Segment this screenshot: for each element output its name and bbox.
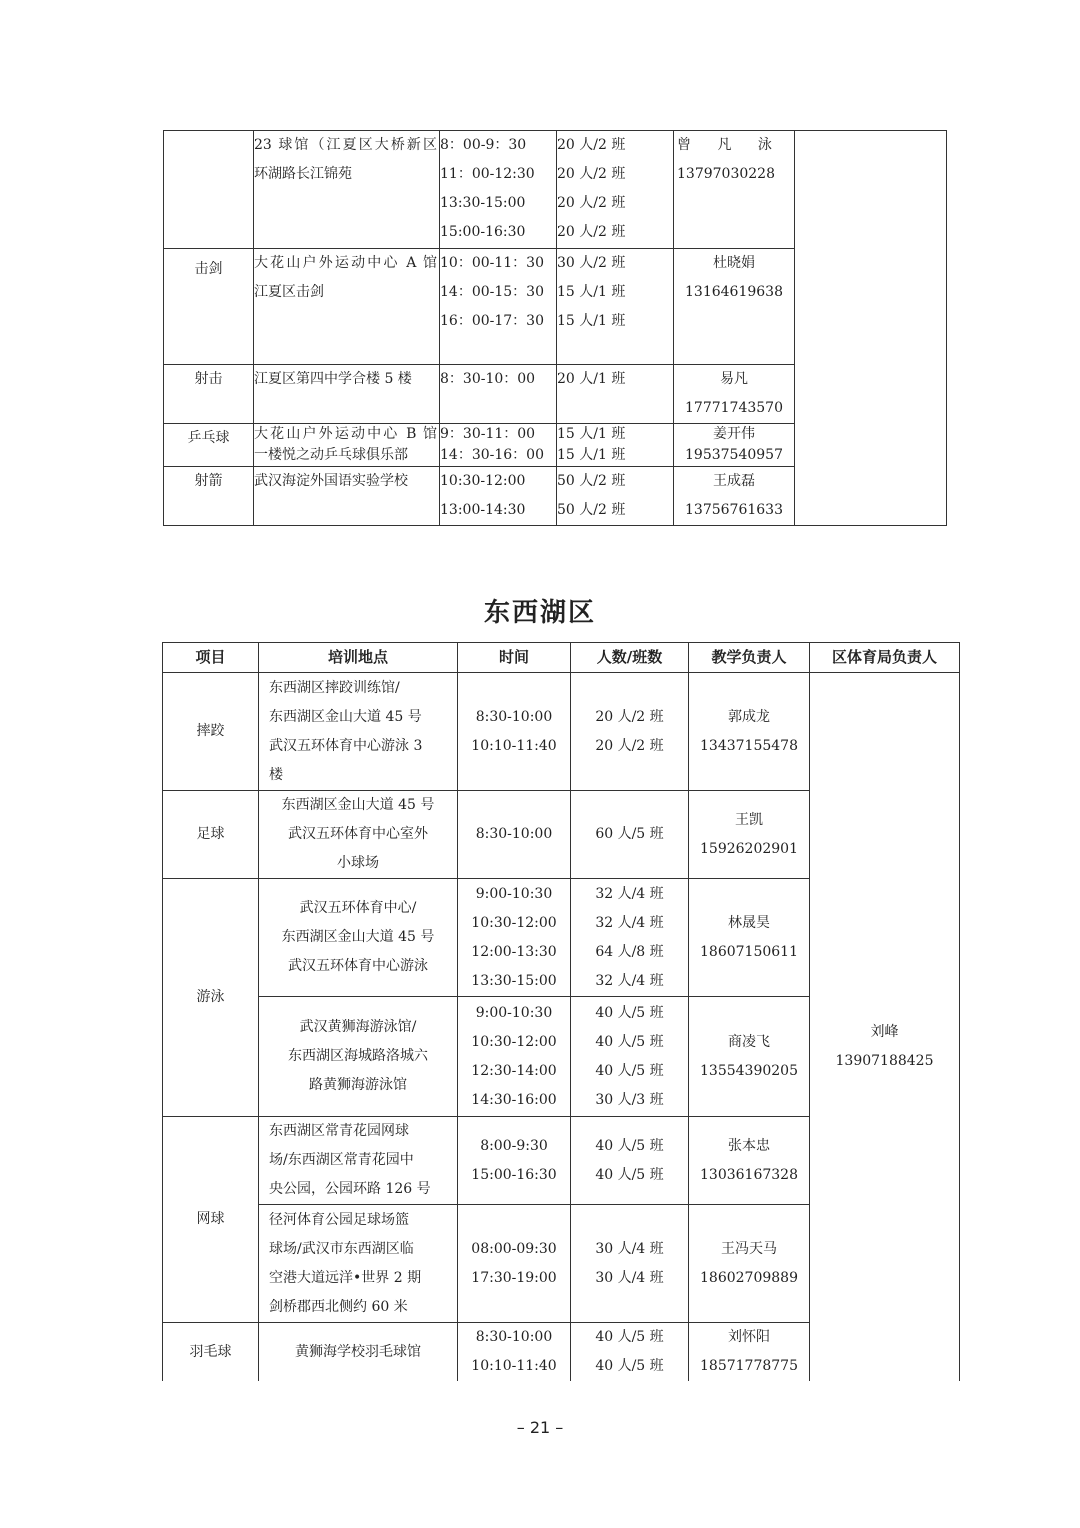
- location-line: 一楼悦之动乒乓球俱乐部: [254, 447, 408, 463]
- count-value: 20 人/2 班: [557, 166, 626, 182]
- location-line: 黄狮海学校羽毛球馆: [295, 1343, 421, 1360]
- time-slot: 10:10-11:40: [471, 737, 557, 754]
- time-slot: 8：30-10：00: [440, 371, 536, 387]
- time-cell: [458, 1205, 571, 1323]
- table-header-row: [163, 643, 960, 673]
- contact-phone: 13554390205: [700, 1062, 798, 1079]
- time-cell: [458, 1117, 571, 1205]
- table-row: [164, 131, 947, 249]
- time-slot: 8:30-10:00: [475, 1329, 553, 1345]
- count-cell: [571, 791, 689, 879]
- contact-cell: [689, 1117, 810, 1205]
- location-line: 武汉海淀外国语实验学校: [254, 473, 408, 489]
- count-cell: [557, 249, 674, 365]
- top-schedule-table: [163, 130, 947, 526]
- location-line: 江夏区第四中学合楼 5 楼: [254, 371, 412, 387]
- project-cell: 射击: [164, 365, 254, 424]
- count-value: 32 人/4 班: [595, 885, 664, 902]
- count-value: 40 人/5 班: [595, 1137, 664, 1154]
- count-value: 40 人/5 班: [595, 1033, 664, 1050]
- header-project: 项目: [163, 643, 259, 673]
- count-value: 60 人/5 班: [595, 826, 664, 842]
- project-cell: 射箭: [164, 467, 254, 526]
- count-cell: [557, 467, 674, 526]
- time-slot: 14：30-16：00: [440, 447, 544, 463]
- location-line: 东西湖区摔跤训练馆/: [269, 679, 400, 696]
- location-line: 东西湖区金山大道 45 号: [281, 929, 435, 945]
- time-slot: 12:30-14:00: [471, 1062, 557, 1079]
- location-line: 小球场: [337, 855, 379, 871]
- count-cell: [571, 879, 689, 997]
- count-value: 30 人/3 班: [595, 1091, 664, 1108]
- count-value: 20 人/2 班: [557, 195, 626, 211]
- location-cell: [259, 791, 458, 879]
- location-cell: [254, 131, 440, 249]
- contact-phone: 13756761633: [685, 502, 783, 518]
- location-line: 东西湖区金山大道 45 号: [281, 797, 435, 813]
- location-line: 大花山户外运动中心 B 馆: [254, 426, 437, 442]
- project-cell: 羽毛球: [163, 1323, 259, 1382]
- time-slot: 10:30-12:00: [440, 473, 526, 489]
- project-cell: 击剑: [164, 249, 254, 365]
- district-contact-phone: 13907188425: [835, 1053, 934, 1069]
- time-slot: 10:30-12:00: [471, 914, 557, 931]
- location-line: 武汉五环体育中心/: [299, 900, 417, 916]
- location-line: 空港大道远洋•世界 2 期: [269, 1269, 422, 1286]
- contact-name: 王凯: [735, 811, 763, 828]
- count-value: 30 人/2 班: [557, 255, 626, 271]
- time-slot: 12:00-13:30: [471, 943, 557, 960]
- count-value: 64 人/8 班: [595, 943, 664, 960]
- time-slot: 9：30-11：00: [440, 426, 536, 442]
- time-slot: 8:30-10:00: [475, 826, 553, 842]
- contact-name: 杜晓娟: [713, 255, 755, 271]
- count-value: 32 人/4 班: [595, 972, 664, 989]
- district-contact-cell: [810, 673, 960, 1382]
- project-cell: [164, 131, 254, 249]
- location-line: 东西湖区海城路洛城六: [288, 1048, 428, 1064]
- location-cell: [254, 424, 440, 467]
- count-value: 50 人/2 班: [557, 502, 626, 518]
- time-cell: [458, 997, 571, 1117]
- time-slot: 13:30-15:00: [440, 195, 526, 211]
- contact-phone: 17771743570: [685, 400, 783, 416]
- location-line: 场/东西湖区常青花园中: [269, 1152, 414, 1168]
- location-line: 剑桥郡西北侧约 60 米: [269, 1298, 408, 1315]
- contact-phone: 19537540957: [685, 447, 783, 463]
- location-line: 路黄狮海游泳馆: [309, 1077, 407, 1093]
- time-cell: [458, 673, 571, 791]
- section-title: 东西湖区: [483, 598, 596, 628]
- district-cell: [795, 131, 947, 526]
- location-line: 环湖路长江锦苑: [254, 166, 352, 182]
- count-value: 20 人/2 班: [595, 708, 664, 725]
- project-cell: 乒乓球: [164, 424, 254, 467]
- contact-phone: 13437155478: [700, 737, 798, 754]
- count-value: 40 人/5 班: [595, 1358, 664, 1374]
- contact-name: 易凡: [720, 371, 748, 387]
- count-value: 20 人/2 班: [557, 224, 626, 240]
- location-line: 央公园，公园环路 126 号: [269, 1181, 431, 1197]
- location-cell: [254, 467, 440, 526]
- contact-cell: [689, 997, 810, 1117]
- contact-phone: 18607150611: [700, 943, 798, 960]
- contact-cell: [689, 879, 810, 997]
- contact-name: 刘怀阳: [728, 1329, 770, 1345]
- time-cell: [458, 879, 571, 997]
- time-slot: 10:10-11:40: [471, 1358, 557, 1374]
- count-cell: [557, 424, 674, 467]
- count-cell: [571, 1117, 689, 1205]
- header-district-contact: 区体育局负责人: [810, 643, 960, 673]
- time-cell: [458, 1323, 571, 1382]
- time-cell: [440, 467, 557, 526]
- location-line: 球场/武汉市东西湖区临: [269, 1240, 414, 1257]
- location-cell: [259, 1117, 458, 1205]
- contact-cell: [689, 1205, 810, 1323]
- location-line: 东西湖区金山大道 45 号: [269, 708, 422, 725]
- contact-phone: 13797030228: [677, 166, 775, 182]
- time-slot: 14:30-16:00: [471, 1091, 557, 1108]
- project-cell: 足球: [163, 791, 259, 879]
- project-cell: 网球: [163, 1117, 259, 1323]
- page-number: – 21 –: [516, 1418, 564, 1437]
- count-value: 40 人/5 班: [595, 1062, 664, 1079]
- contact-name: 郭成龙: [728, 708, 770, 725]
- time-slot: 8:00-9:30: [480, 1137, 548, 1154]
- count-value: 32 人/4 班: [595, 914, 664, 931]
- time-slot: 11：00-12:30: [440, 166, 535, 182]
- count-value: 30 人/4 班: [595, 1269, 664, 1286]
- contact-phone: 18602709889: [700, 1269, 798, 1286]
- contact-name: 林晟昊: [728, 914, 770, 931]
- count-value: 15 人/1 班: [557, 426, 626, 442]
- district-contact-name: 刘峰: [870, 1024, 899, 1040]
- time-slot: 10：00-11：30: [440, 255, 544, 271]
- contact-cell: [674, 131, 795, 249]
- count-value: 50 人/2 班: [557, 473, 626, 489]
- count-value: 20 人/2 班: [557, 137, 626, 153]
- count-value: 15 人/1 班: [557, 284, 626, 300]
- contact-name: 张本忠: [728, 1137, 770, 1154]
- count-value: 20 人/2 班: [595, 737, 664, 754]
- count-cell: [571, 997, 689, 1117]
- time-cell: [458, 791, 571, 879]
- location-line: 武汉黄狮海游泳馆/: [299, 1019, 417, 1035]
- contact-cell: [689, 673, 810, 791]
- time-cell: [440, 424, 557, 467]
- contact-name: 曾 凡 泳: [677, 137, 772, 153]
- time-slot: 16：00-17：30: [440, 313, 544, 329]
- contact-name: 王冯天马: [721, 1240, 777, 1257]
- time-cell: [440, 365, 557, 424]
- location-cell: [259, 879, 458, 997]
- count-cell: [557, 365, 674, 424]
- count-cell: [571, 1323, 689, 1382]
- location-cell: [259, 1323, 458, 1382]
- contact-name: 王成磊: [713, 473, 755, 489]
- count-value: 30 人/4 班: [595, 1240, 664, 1257]
- header-time: 时间: [458, 643, 571, 673]
- location-line: 23 球馆（江夏区大桥新区: [254, 137, 437, 153]
- time-slot: 8：00-9：30: [440, 137, 527, 153]
- time-slot: 8:30-10:00: [475, 708, 553, 725]
- location-cell: [259, 673, 458, 791]
- contact-cell: [674, 467, 795, 526]
- contact-cell: [674, 249, 795, 365]
- header-location: 培训地点: [259, 643, 458, 673]
- table-row: [163, 673, 960, 791]
- location-line: 江夏区击剑: [254, 284, 324, 300]
- contact-cell: [689, 791, 810, 879]
- contact-cell: [674, 424, 795, 467]
- location-cell: [254, 365, 440, 424]
- dongxihu-schedule-table: [162, 642, 960, 1381]
- project-cell: 摔跤: [163, 673, 259, 791]
- location-line: 武汉五环体育中心室外: [288, 826, 428, 842]
- contact-phone: 13164619638: [685, 284, 783, 300]
- location-cell: [259, 1205, 458, 1323]
- count-value: 40 人/5 班: [595, 1166, 664, 1183]
- location-line: 径河体育公园足球场篮: [269, 1211, 409, 1228]
- time-slot: 13:30-15:00: [471, 972, 557, 989]
- count-cell: [571, 673, 689, 791]
- contact-cell: [689, 1323, 810, 1382]
- time-slot: 10:30-12:00: [471, 1033, 557, 1050]
- header-count: 人数/班数: [571, 643, 689, 673]
- time-slot: 08:00-09:30: [471, 1240, 557, 1257]
- contact-name: 商凌飞: [728, 1033, 770, 1050]
- count-value: 40 人/5 班: [595, 1004, 664, 1021]
- location-cell: [259, 997, 458, 1117]
- location-line: 武汉五环体育中心游泳 3: [269, 737, 423, 754]
- location-line: 楼: [269, 766, 283, 783]
- header-coach: 教学负责人: [689, 643, 810, 673]
- count-cell: [557, 131, 674, 249]
- location-line: 武汉五环体育中心游泳: [288, 958, 428, 974]
- time-slot: 15:00-16:30: [440, 224, 526, 240]
- time-slot: 9:00-10:30: [475, 885, 553, 902]
- contact-phone: 13036167328: [700, 1166, 798, 1183]
- count-value: 20 人/1 班: [557, 371, 626, 387]
- contact-phone: 15926202901: [700, 840, 798, 857]
- time-slot: 14：00-15：30: [440, 284, 544, 300]
- time-slot: 17:30-19:00: [471, 1269, 557, 1286]
- time-slot: 13:00-14:30: [440, 502, 526, 518]
- contact-name: 姜开伟: [713, 426, 755, 442]
- location-line: 大花山户外运动中心 A 馆: [254, 255, 437, 271]
- count-value: 15 人/1 班: [557, 447, 626, 463]
- time-slot: 15:00-16:30: [471, 1166, 557, 1183]
- count-value: 15 人/1 班: [557, 313, 626, 329]
- time-cell: [440, 131, 557, 249]
- project-cell: 游泳: [163, 879, 259, 1117]
- count-cell: [571, 1205, 689, 1323]
- count-value: 40 人/5 班: [595, 1329, 664, 1345]
- location-cell: [254, 249, 440, 365]
- time-cell: [440, 249, 557, 365]
- contact-phone: 18571778775: [700, 1358, 798, 1374]
- time-slot: 9:00-10:30: [475, 1004, 553, 1021]
- location-line: 东西湖区常青花园网球: [269, 1123, 409, 1139]
- contact-cell: [674, 365, 795, 424]
